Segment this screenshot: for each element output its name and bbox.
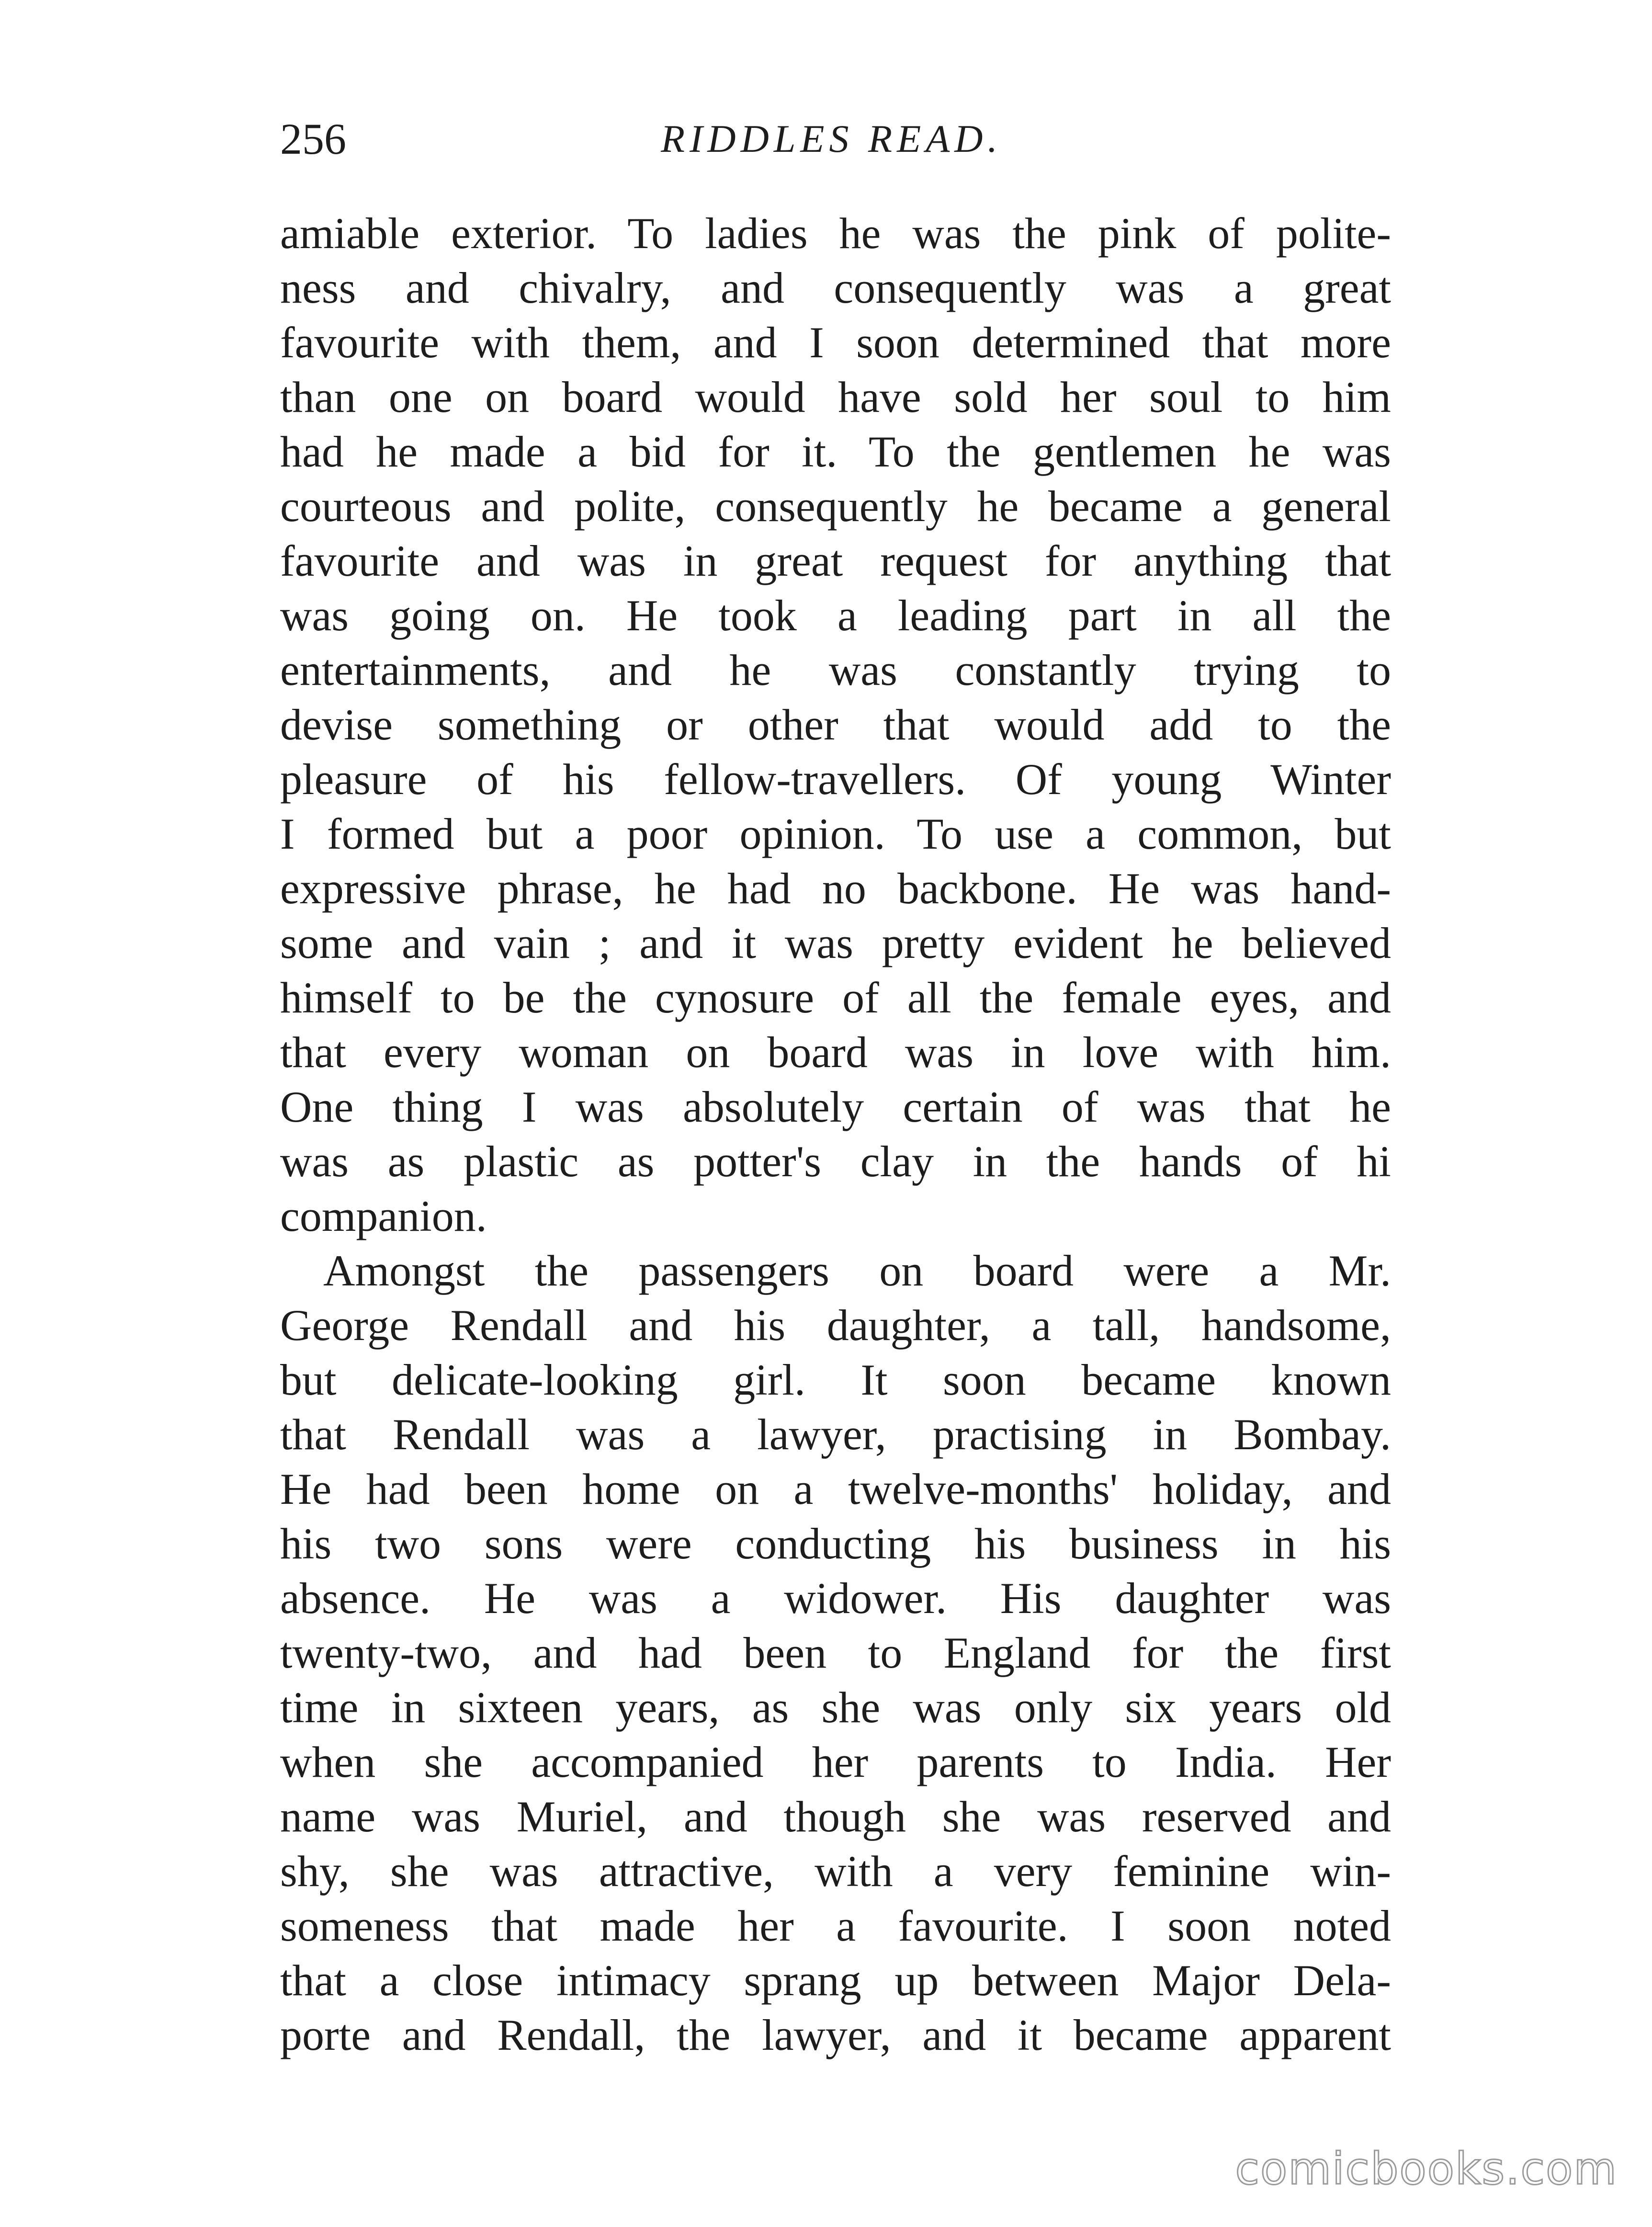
text-line: devise something or other that would add to the [280, 700, 1391, 749]
text-line: I formed but a poor opinion. To use a common, but [280, 809, 1391, 858]
text-line: when she accompanied her parents to India. Her [280, 1738, 1391, 1786]
text-line: amiable exterior. To ladies he was the pink of polite- [280, 209, 1391, 258]
text-line: favourite and was in great request for anything that [280, 536, 1391, 585]
text-line: courteous and polite, consequently he became a general [280, 482, 1391, 531]
running-head-title: RIDDLES READ. [661, 117, 1003, 160]
text-line: entertainments, and he was constantly trying to [280, 646, 1391, 694]
text-line: time in sixteen years, as she was only six years old [280, 1683, 1391, 1732]
text-line: but delicate-looking girl. It soon became known [280, 1355, 1391, 1404]
text-line: expressive phrase, he had no backbone. He was hand- [280, 864, 1391, 913]
text-line: was as plastic as potter's clay in the hands of hi [280, 1137, 1391, 1186]
text-line: absence. He was a widower. His daughter was [280, 1574, 1391, 1623]
text-line: companion. [280, 1192, 487, 1240]
text-line: his two sons were conducting his business in his [280, 1519, 1391, 1568]
text-line: porte and Rendall, the lawyer, and it became apparent [280, 2011, 1391, 2059]
watermark: comicbooks.com [1235, 2143, 1618, 2194]
text-line: ness and chivalry, and consequently was a great [280, 263, 1391, 312]
text-line: favourite with them, and I soon determined that more [280, 318, 1391, 367]
text-line: shy, she was attractive, with a very feminine win- [280, 1847, 1391, 1896]
text-line: some and vain ; and it was pretty evident he believed [280, 919, 1391, 967]
text-line: He had been home on a twelve-months' holiday, and [280, 1465, 1391, 1513]
text-line: that a close intimacy sprang up between Major Dela- [280, 1956, 1391, 2005]
text-line: name was Muriel, and though she was reserved and [280, 1792, 1391, 1841]
text-line: someness that made her a favourite. I soon noted [280, 1901, 1391, 1950]
text-line: himself to be the cynosure of all the female eyes, and [280, 973, 1391, 1022]
text-line: that every woman on board was in love with him. [280, 1028, 1391, 1077]
body-text [280, 206, 1391, 2062]
text-line: than one on board would have sold her soul to him [280, 373, 1391, 421]
text-line: had he made a bid for it. To the gentlemen he was [280, 427, 1391, 476]
text-line: that Rendall was a lawyer, practising in Bombay. [280, 1410, 1391, 1459]
text-line: George Rendall and his daughter, a tall, handsome, [280, 1301, 1391, 1350]
text-line: twenty-two, and had been to England for the first [280, 1628, 1391, 1677]
text-line: was going on. He took a leading part in all the [280, 591, 1391, 640]
text-line: Amongst the passengers on board were a Mr. [323, 1246, 1391, 1295]
text-line: One thing I was absolutely certain of was that he [280, 1082, 1391, 1131]
page-number: 256 [280, 114, 346, 163]
text-line: pleasure of his fellow-travellers. Of young Winter [280, 755, 1391, 804]
